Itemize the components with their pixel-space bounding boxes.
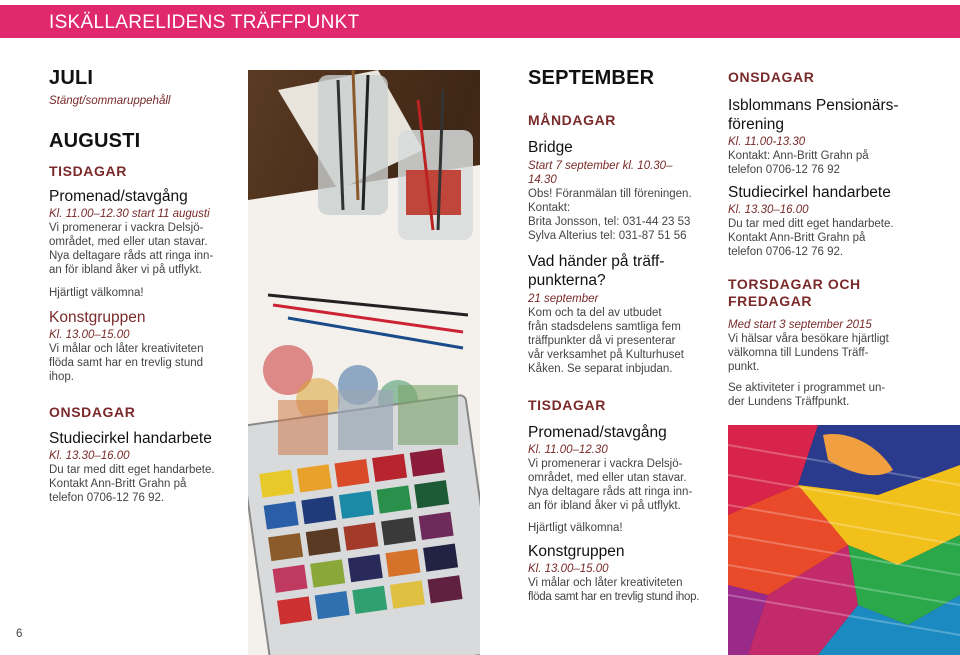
day-heading: ONSDAGAR xyxy=(728,69,815,85)
activity-title: Konstgruppen xyxy=(528,543,625,560)
activity-title: förening xyxy=(728,116,785,133)
day-heading: TORSDAGAR OCH xyxy=(728,276,861,292)
activity-text: Kontakt: Ann-Britt Grahn på xyxy=(728,150,869,162)
activity-text: Vi promenerar i vackra Delsjö- xyxy=(49,222,204,234)
knitted-socks-photo xyxy=(728,425,960,655)
activity-title: punkterna? xyxy=(528,272,606,289)
activity-time: Start 7 september kl. 10.30– xyxy=(528,160,673,172)
activity-text: an för ibland åker vi på utflykt. xyxy=(49,264,202,276)
activity-text: flöda samt har en trevlig stund xyxy=(49,357,204,369)
activity-time: Kl. 13.30–16.00 xyxy=(49,450,130,462)
month-heading-august: AUGUSTI xyxy=(49,130,141,152)
day-heading: MÅNDAGAR xyxy=(528,112,617,128)
month-heading-july: JULI xyxy=(49,67,94,89)
activity-text: Du tar med ditt eget handarbete. xyxy=(728,218,894,230)
activity-text: området, med eller utan stavar. xyxy=(49,236,208,248)
activity-text: Du tar med ditt eget handarbete. xyxy=(49,464,215,476)
page-number: 6 xyxy=(16,628,23,640)
activity-text: från stadsdelens samtliga fem xyxy=(528,321,681,333)
activity-title: Studiecirkel handarbete xyxy=(49,430,212,447)
header-banner xyxy=(0,5,960,38)
activity-text: Vi hälsar våra besökare hjärtligt xyxy=(728,333,889,345)
month-note: Stängt/sommaruppehåll xyxy=(49,95,171,107)
activity-text: flöda samt har en trevlig stund ihop. xyxy=(528,591,700,603)
activity-text: Kontakt Ann-Britt Grahn på xyxy=(728,232,866,244)
activity-text: Nya deltagare råds att ringa inn- xyxy=(49,250,214,262)
activity-title: Vad händer på träff- xyxy=(528,253,665,270)
activity-text: träffpunkter då vi presenterar xyxy=(528,335,676,347)
page-title: ISKÄLLARELIDENS TRÄFFPUNKT xyxy=(49,12,360,33)
watercolor-paints-photo xyxy=(248,70,480,655)
activity-text: telefon 0706-12 76 92 xyxy=(728,164,840,176)
activity-text: Vi promenerar i vackra Delsjö- xyxy=(528,458,683,470)
activity-title: Promenad/stavgång xyxy=(49,188,188,205)
activity-text: Brita Jonsson, tel: 031-44 23 53 xyxy=(528,216,691,228)
activity-text: Hjärtligt välkomna! xyxy=(49,287,144,299)
activity-time: 21 september xyxy=(528,293,599,305)
month-heading-september: SEPTEMBER xyxy=(528,67,655,89)
activity-text: Se aktiviteter i programmet un- xyxy=(728,382,886,394)
activity-text: der Lundens Träffpunkt. xyxy=(728,396,850,408)
day-heading: FREDAGAR xyxy=(728,293,813,309)
activity-title: Bridge xyxy=(528,139,573,156)
activity-text: området, med eller utan stavar. xyxy=(528,472,687,484)
activity-text: Hjärtligt välkomna! xyxy=(528,522,623,534)
activity-time: Kl. 11.00–12.30 start 11 augusti xyxy=(49,208,210,220)
activity-text: ihop. xyxy=(49,371,74,383)
activity-time: Med start 3 september 2015 xyxy=(728,319,872,331)
activity-text: Kom och ta del av utbudet xyxy=(528,307,662,319)
activity-title: Studiecirkel handarbete xyxy=(728,184,891,201)
activity-time: Kl. 13.00–15.00 xyxy=(49,329,130,341)
activity-time: 14.30 xyxy=(528,174,557,186)
activity-title: Isblommans Pensionärs- xyxy=(728,97,899,114)
column-july-august xyxy=(49,66,239,505)
activity-text: Obs! Föranmälan till föreningen. xyxy=(528,188,692,200)
activity-text: Vi målar och låter kreativiteten xyxy=(528,577,683,589)
day-heading: TISDAGAR xyxy=(528,397,606,413)
activity-text: Nya deltagare råds att ringa inn- xyxy=(528,486,693,498)
activity-time: Kl. 11.00–12.30 xyxy=(528,444,608,456)
day-heading: TISDAGAR xyxy=(49,163,127,179)
activity-time: Kl. 13.00–15.00 xyxy=(528,563,609,575)
activity-text: Kontakt: xyxy=(528,202,571,214)
activity-text: Sylva Alterius tel: 031-87 51 56 xyxy=(528,230,687,242)
activity-text: Vi målar och låter kreativiteten xyxy=(49,343,204,355)
activity-text: telefon 0706-12 76 92. xyxy=(728,246,844,258)
activity-title: Konstgruppen xyxy=(49,309,146,326)
activity-text: an för ibland åker vi på utflykt. xyxy=(528,500,681,512)
activity-text: telefon 0706-12 76 92. xyxy=(49,492,165,504)
activity-text: punkt. xyxy=(728,361,760,373)
day-heading: ONSDAGAR xyxy=(49,404,136,420)
activity-text: Kåken. Se separat inbjudan. xyxy=(528,363,673,375)
column-september xyxy=(528,66,714,604)
activity-time: Kl. 11.00-13.30 xyxy=(728,136,806,148)
activity-text: Kontakt Ann-Britt Grahn på xyxy=(49,478,187,490)
column-wednesday-lunden xyxy=(728,66,918,409)
activity-text: välkomna till Lundens Träff- xyxy=(728,347,869,359)
activity-time: Kl. 13.30–16.00 xyxy=(728,204,809,216)
activity-title: Promenad/stavgång xyxy=(528,424,667,441)
activity-text: vår verksamhet på Kulturhuset xyxy=(528,349,684,361)
